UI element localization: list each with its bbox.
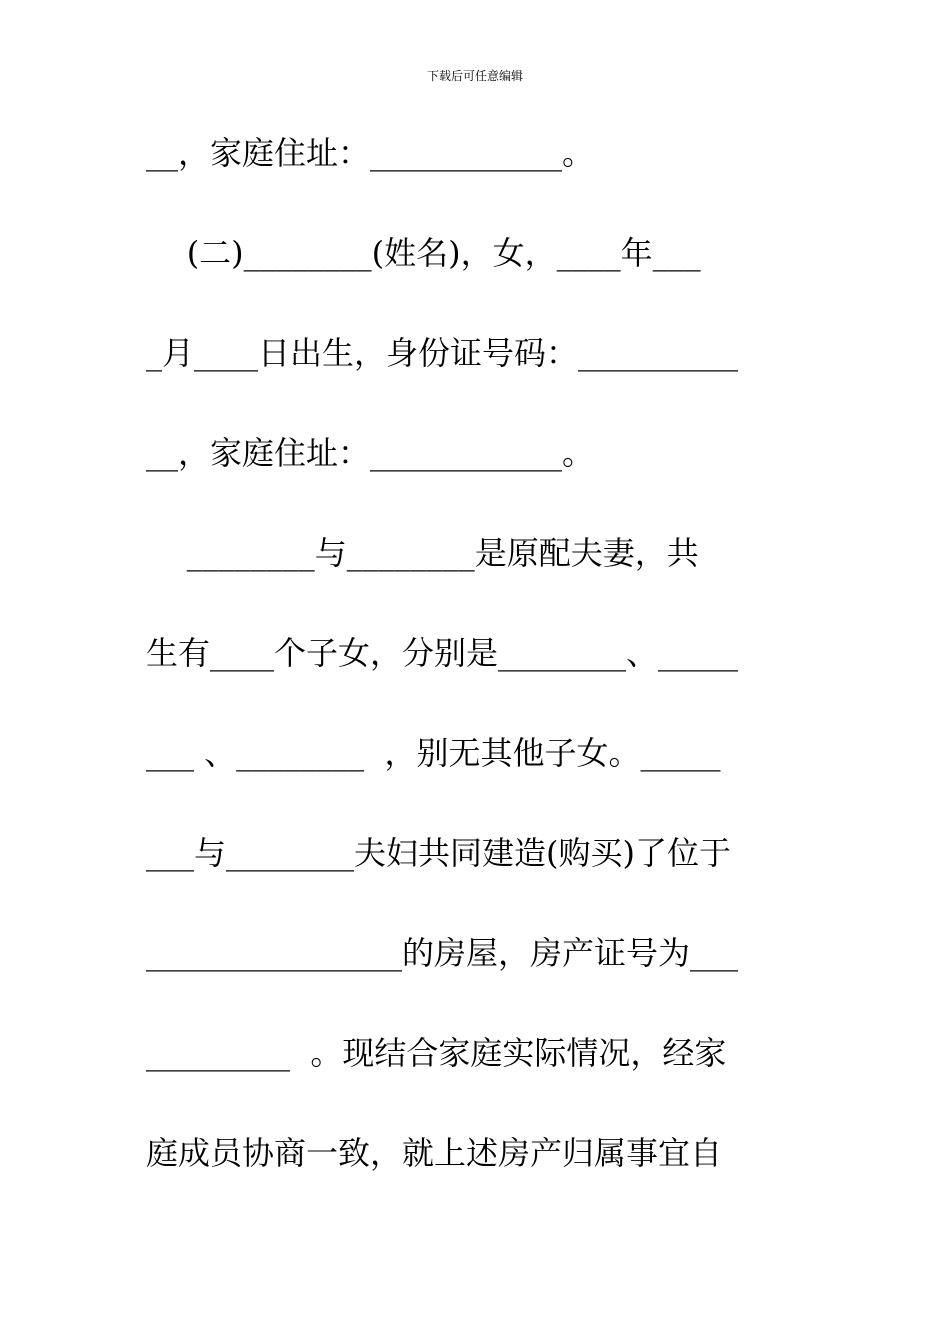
- page-header: 下载后可任意编辑: [426, 69, 523, 83]
- document-line: __，家庭住址：____________。: [146, 434, 595, 472]
- document-line: 庭成员协商一致，就上述房产归属事宜自: [146, 1134, 723, 1172]
- document-line: (二)________(姓名)，女，____年___: [146, 234, 701, 272]
- document-line: ________________的房屋，房产证号为___: [146, 934, 739, 972]
- document-line: ___ 、________ ，别无其他子女。_____: [146, 734, 721, 772]
- document-line: ________与________是原配夫妻，共: [146, 534, 699, 572]
- document-line: __，家庭住址：____________。: [146, 134, 595, 172]
- document-line: _________ 。现结合家庭实际情况，经家: [146, 1034, 727, 1072]
- document-line: ___与________夫妇共同建造(购买)了位于: [146, 834, 731, 872]
- document-line: _月____日出生，身份证号码：__________: [146, 334, 739, 372]
- document-line: 生有____个子女，分别是________、_____: [146, 634, 739, 672]
